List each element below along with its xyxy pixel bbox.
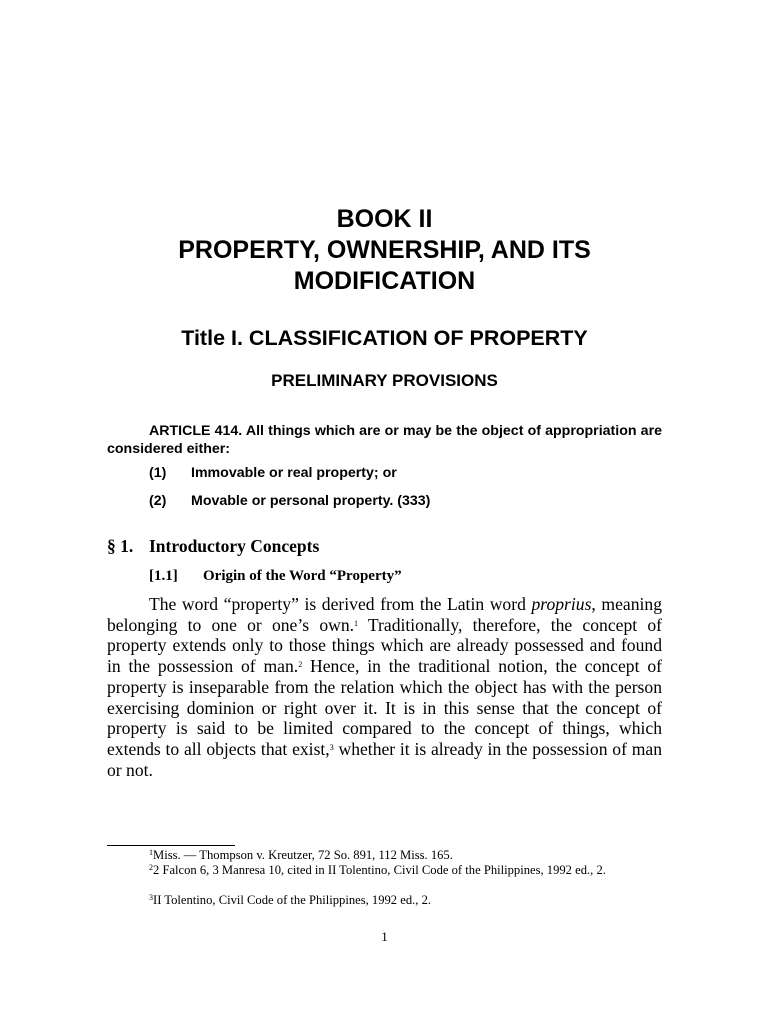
paragraph-text: Traditionally, therefore, the concept of property extends only to those things which are already possessed and found in the possession of man.: [107, 614, 662, 677]
article-item-number: (2): [149, 493, 167, 509]
body-paragraph: [107, 594, 662, 780]
footnote-1: [107, 848, 662, 863]
section-title: Introductory Concepts: [149, 536, 320, 556]
article-item-1: [149, 464, 662, 482]
article-item-text: Immovable or real property; or: [191, 465, 397, 481]
article-414-text: ARTICLE 414. All things which are or may be the object of appropriation are considered either:: [107, 423, 662, 457]
book-title-line-1: PROPERTY, OWNERSHIP, AND ITS: [178, 236, 591, 264]
paragraph-text: , meaning belonging to one or one’s own.: [107, 594, 662, 635]
footnote-text: Miss. — Thompson v. Kreutzer, 72 So. 891, 112 Miss. 165.: [153, 848, 453, 862]
subsection-title: Origin of the Word “Property”: [203, 568, 402, 584]
footnote-2: [107, 863, 662, 878]
footnote-reference-3: 3: [329, 742, 334, 752]
book-heading: [107, 204, 662, 297]
footnote-marker: 1: [149, 848, 153, 857]
section-heading: [107, 535, 319, 557]
article-item-2: [149, 492, 662, 510]
subsection-heading: [149, 566, 402, 586]
footnote-marker: 2: [149, 863, 153, 872]
preliminary-provisions-heading: PRELIMINARY PROVISIONS: [271, 371, 498, 390]
title-heading: Title I. CLASSIFICATION OF PROPERTY: [181, 326, 588, 350]
book-number: BOOK II: [336, 205, 433, 233]
subsection-number: [1.1]: [149, 568, 178, 584]
footnote-reference-1: 1: [354, 618, 359, 628]
paragraph-text: whether it is already in the possession of man or not.: [107, 738, 662, 780]
footnote-reference-2: 2: [298, 660, 303, 670]
footnote-divider: [107, 845, 235, 846]
footnote-marker: 3: [149, 893, 153, 902]
book-title-line-2: MODIFICATION: [293, 267, 476, 295]
paragraph-text: The word “property” is derived from the Latin word: [149, 594, 532, 614]
latin-term: proprius: [531, 594, 592, 614]
footnote-text: II Tolentino, Civil Code of the Philippines, 1992 ed., 2.: [153, 893, 432, 907]
page-number: 1: [381, 929, 388, 944]
paragraph-text: Hence, in the traditional notion, the concept of property is inseparable from the relation which the object has with the person exercising dominion or right over it. It is in this sense that the concept of property is said to be limited compared to the concept of things, which extends to all objects that exist,: [107, 656, 662, 759]
section-number: § 1.: [107, 536, 134, 556]
article-item-text: Movable or personal property. (333): [191, 493, 431, 509]
article-item-number: (1): [149, 465, 167, 481]
footnote-text: 2 Falcon 6, 3 Manresa 10, cited in II Tolentino, Civil Code of the Philippines, 1992 ed., 2.: [153, 863, 606, 877]
footnote-3: [107, 893, 662, 908]
